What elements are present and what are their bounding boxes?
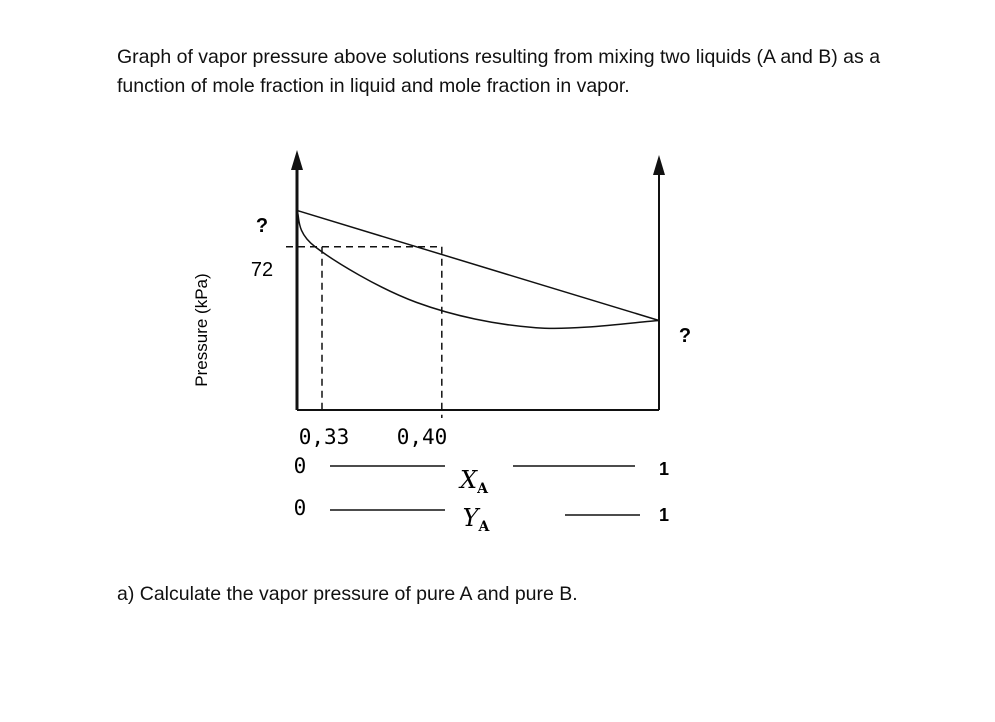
unknown-right-label: ? bbox=[678, 325, 692, 347]
left-axis-arrowhead bbox=[291, 150, 303, 170]
xa-symbol-letter: X bbox=[460, 466, 478, 494]
xa-end-label: 1 bbox=[658, 459, 670, 479]
unknown-left-label: ? bbox=[255, 215, 269, 237]
y-tick-label-72: 72 bbox=[250, 259, 274, 281]
right-axis-arrowhead bbox=[653, 155, 665, 175]
x-tick-label-033: 0,33 bbox=[298, 425, 350, 449]
intro-line-2: function of mole fraction in liquid and mole fraction in vapor. bbox=[117, 75, 630, 97]
liquid-line bbox=[297, 210, 659, 320]
xa-symbol-subscript: A bbox=[477, 481, 488, 497]
x-tick-label-040: 0,40 bbox=[396, 425, 448, 449]
ya-symbol-subscript: A bbox=[478, 519, 490, 535]
y-axis-label: Pressure (kPa) bbox=[192, 273, 211, 387]
xa-start-label: 0 bbox=[293, 454, 307, 478]
ya-symbol bbox=[463, 504, 491, 535]
vapor-curve bbox=[297, 210, 659, 328]
ya-symbol-letter: Y bbox=[462, 504, 479, 532]
ya-start-label: 0 bbox=[293, 496, 307, 520]
question-a: a) Calculate the vapor pressure of pure A and pure B. bbox=[117, 583, 578, 605]
ya-end-label: 1 bbox=[658, 505, 670, 525]
xa-symbol bbox=[458, 466, 489, 497]
intro-line-1: Graph of vapor pressure above solutions resulting from mixing two liquids (A and B) as a bbox=[117, 46, 881, 68]
